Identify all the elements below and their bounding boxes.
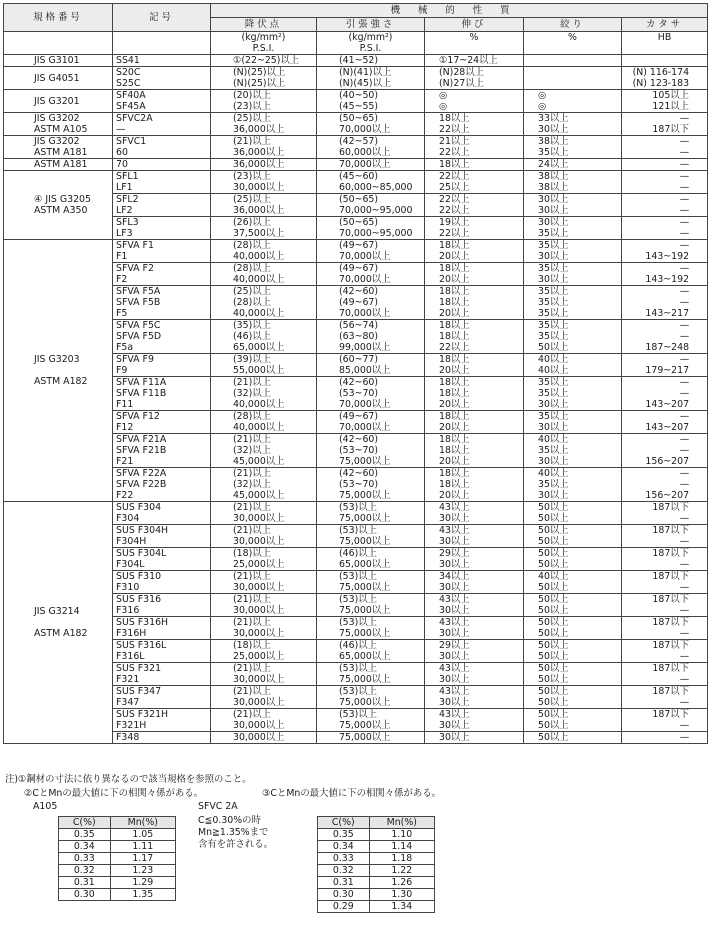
tensile-cell: (53)以上 75,000以上 xyxy=(317,594,425,617)
unit-tensile: (kg/mm²) P.S.I. xyxy=(317,32,425,55)
elongation-cell: 18以上 xyxy=(425,159,524,171)
hardness-cell: — — 187~248 xyxy=(622,320,708,354)
hardness-cell: — 143~192 xyxy=(622,240,708,263)
elongation-cell: (N)28以上 (N)27以上 xyxy=(425,67,524,90)
table-row xyxy=(318,889,435,901)
symbol-cell: SFVC2A — xyxy=(113,113,211,136)
unit-blank xyxy=(113,32,211,55)
reduction-cell: 33以上 30以上 xyxy=(524,113,622,136)
symbol-cell: 70 xyxy=(113,159,211,171)
symbol-cell: SUS F304H F304H xyxy=(113,525,211,548)
symbol-cell: SFL2 LF2 xyxy=(113,194,211,217)
table-row xyxy=(4,113,708,136)
header-yield: 降伏点 xyxy=(211,18,317,32)
reduction-cell: 35以上 35以上 35以上 xyxy=(524,286,622,320)
standard-cell: JIS G4051 xyxy=(4,67,113,90)
elongation-cell: 43以上 30以上 xyxy=(425,709,524,732)
symbol-cell: SUS F316H F316H xyxy=(113,617,211,640)
yield-cell: (21)以上 30,000以上 xyxy=(211,709,317,732)
yield-cell: (21)以上 (32)以上 40,000以上 xyxy=(211,377,317,411)
table-row xyxy=(4,90,708,113)
tensile-cell: (49~67) 70,000以上 xyxy=(317,411,425,434)
hardness-cell: — xyxy=(622,732,708,744)
tensile-cell: (53)以上 75,000以上 xyxy=(317,686,425,709)
yield-cell: (21)以上 30,000以上 xyxy=(211,663,317,686)
c-value: 0.34 xyxy=(318,841,370,853)
reduction-cell: 35以上 30以上 xyxy=(524,411,622,434)
symbol-cell: F348 xyxy=(113,732,211,744)
note-2: ②CとMnの最大値に下の相関々係がある。 xyxy=(24,788,203,799)
symbol-cell: SFVA F11A SFVA F11B F11 xyxy=(113,377,211,411)
table-row xyxy=(318,841,435,853)
unit-blank xyxy=(4,32,113,55)
tensile-cell: (53)以上 75,000以上 xyxy=(317,709,425,732)
table-row xyxy=(318,829,435,841)
table-row xyxy=(318,865,435,877)
tensile-cell: (53)以上 75,000以上 xyxy=(317,663,425,686)
hardness-cell: 187以下 — xyxy=(622,686,708,709)
reduction-cell: 38以上 35以上 xyxy=(524,136,622,159)
mn-value: 1.26 xyxy=(369,877,434,889)
mn-value: 1.23 xyxy=(110,865,175,877)
mn-value: 1.05 xyxy=(110,829,175,841)
yield-cell: (21)以上 30,000以上 xyxy=(211,686,317,709)
reduction-cell: 50以上 50以上 xyxy=(524,663,622,686)
hardness-cell: — 143~207 xyxy=(622,411,708,434)
yield-cell: (28)以上 40,000以上 xyxy=(211,263,317,286)
tensile-cell: (42~60) (53~70) 70,000以上 xyxy=(317,377,425,411)
unit-hardness: HB xyxy=(622,32,708,55)
reduction-cell: 50以上 50以上 xyxy=(524,502,622,525)
tensile-cell: (60~77) 85,000以上 xyxy=(317,354,425,377)
elongation-cell: 43以上 30以上 xyxy=(425,525,524,548)
elongation-cell: ◎ ◎ xyxy=(425,90,524,113)
hardness-cell: — — 156~207 xyxy=(622,434,708,468)
c-value: 0.35 xyxy=(318,829,370,841)
table-row xyxy=(59,841,176,853)
c-value: 0.30 xyxy=(318,889,370,901)
symbol-cell: SFL1 LF1 xyxy=(113,171,211,194)
symbol-cell: SFVA F2 F2 xyxy=(113,263,211,286)
symbol-cell: SUS F304 F304 xyxy=(113,502,211,525)
standard-cell: JIS G3203 ASTM A182 xyxy=(4,240,113,502)
header-elongation: 伸び xyxy=(425,18,524,32)
hardness-cell: 187以下 — xyxy=(622,663,708,686)
yield-cell: (39)以上 55,000以上 xyxy=(211,354,317,377)
reduction-cell: 35以上 35以上 30以上 xyxy=(524,377,622,411)
tensile-cell: (50~65) 70,000~95,000 xyxy=(317,217,425,240)
elongation-cell: 21以上 22以上 xyxy=(425,136,524,159)
symbol-cell: SUS F347 F347 xyxy=(113,686,211,709)
c-mn-table-a105 xyxy=(58,816,176,901)
table-row xyxy=(318,877,435,889)
table-row xyxy=(4,240,708,263)
symbol-cell: SFVA F5C SFVA F5D F5a xyxy=(113,320,211,354)
standard-cell: JIS G3214 ASTM A182 xyxy=(4,502,113,744)
symbol-cell: SUS F316L F316L xyxy=(113,640,211,663)
header-symbol: 記号 xyxy=(113,4,211,32)
tensile-cell: (42~60) (53~70) 75,000以上 xyxy=(317,434,425,468)
yield-cell: (21)以上 30,000以上 xyxy=(211,571,317,594)
reduction-cell: 35以上 35以上 50以上 xyxy=(524,320,622,354)
reduction-cell: 50以上 50以上 xyxy=(524,548,622,571)
unit-reduction: % xyxy=(524,32,622,55)
reduction-cell: 40以上 40以上 xyxy=(524,354,622,377)
symbol-cell: S20C S25C xyxy=(113,67,211,90)
note-sfvc-text: C≦0.30%の時 Mn≧1.35%まで 含有を許される。 xyxy=(198,815,274,850)
unit-yield: (kg/mm²) P.S.I. xyxy=(211,32,317,55)
symbol-cell: SFVA F21A SFVA F21B F21 xyxy=(113,434,211,468)
mn-value: 1.22 xyxy=(369,865,434,877)
elongation-cell: 43以上 30以上 xyxy=(425,594,524,617)
tensile-cell: 75,000以上 xyxy=(317,732,425,744)
reduction-cell: 35以上 30以上 xyxy=(524,240,622,263)
c-value: 0.34 xyxy=(59,841,111,853)
hardness-cell: 187以下 — xyxy=(622,640,708,663)
elongation-cell: 18以上 20以上 xyxy=(425,411,524,434)
tensile-cell: (53)以上 75,000以上 xyxy=(317,502,425,525)
note-a105: A105 xyxy=(33,801,58,812)
table-row xyxy=(59,829,176,841)
yield-cell: (23)以上 30,000以上 xyxy=(211,171,317,194)
yield-cell: (21)以上 (32)以上 45,000以上 xyxy=(211,434,317,468)
tensile-cell: (53)以上 75,000以上 xyxy=(317,571,425,594)
c-value: 0.32 xyxy=(318,865,370,877)
hardness-cell: (N) 116-174 (N) 123-183 xyxy=(622,67,708,90)
c-value: 0.33 xyxy=(59,853,111,865)
hardness-cell: — — xyxy=(622,171,708,194)
yield-cell: (26)以上 37,500以上 xyxy=(211,217,317,240)
c-value: 0.32 xyxy=(59,865,111,877)
yield-cell: (25)以上 36,000以上 xyxy=(211,194,317,217)
elongation-cell: 18以上 20以上 xyxy=(425,354,524,377)
yield-cell: (21)以上 30,000以上 xyxy=(211,594,317,617)
mn-value: 1.35 xyxy=(110,889,175,901)
yield-cell: (20)以上 (23)以上 xyxy=(211,90,317,113)
reduction-cell: 50以上 50以上 xyxy=(524,686,622,709)
table-row xyxy=(318,853,435,865)
elongation-cell: 18以上 18以上 22以上 xyxy=(425,320,524,354)
hardness-cell: — — xyxy=(622,217,708,240)
symbol-cell: SUS F316 F316 xyxy=(113,594,211,617)
standard-cell: JIS G3101 xyxy=(4,55,113,67)
table-row xyxy=(59,889,176,901)
reduction-cell: 50以上 50以上 xyxy=(524,525,622,548)
yield-cell: (21)以上 30,000以上 xyxy=(211,617,317,640)
symbol-cell: SFVA F9 F9 xyxy=(113,354,211,377)
tensile-cell: (46)以上 65,000以上 xyxy=(317,640,425,663)
reduction-cell: 30以上 35以上 xyxy=(524,217,622,240)
symbol-cell: SFL3 LF3 xyxy=(113,217,211,240)
reduction-cell: 38以上 38以上 xyxy=(524,171,622,194)
symbol-cell: SFVA F1 F1 xyxy=(113,240,211,263)
tensile-cell: (42~60) (49~67) 70,000以上 xyxy=(317,286,425,320)
hardness-cell: 187以下 — xyxy=(622,502,708,525)
table-row xyxy=(4,502,708,525)
yield-cell: (35)以上 (46)以上 65,000以上 xyxy=(211,320,317,354)
tensile-cell: (42~57) 60,000以上 xyxy=(317,136,425,159)
mn-value: 1.11 xyxy=(110,841,175,853)
mn-value: 1.34 xyxy=(369,901,434,913)
yield-cell: (18)以上 25,000以上 xyxy=(211,640,317,663)
tensile-cell: (49~67) 70,000以上 xyxy=(317,240,425,263)
elongation-cell: 29以上 30以上 xyxy=(425,548,524,571)
elongation-cell: 34以上 30以上 xyxy=(425,571,524,594)
yield-cell: (18)以上 25,000以上 xyxy=(211,548,317,571)
tensile-cell: (45~60) 60,000~85,000 xyxy=(317,171,425,194)
mn-header: Mn(%) xyxy=(369,817,434,829)
standard-cell: JIS G3202 ASTM A105 xyxy=(4,113,113,136)
table-row xyxy=(4,136,708,159)
yield-cell: 30,000以上 xyxy=(211,732,317,744)
reduction-cell: ◎ ◎ xyxy=(524,90,622,113)
reduction-cell xyxy=(524,55,622,67)
c-value: 0.33 xyxy=(318,853,370,865)
c-value: 0.30 xyxy=(59,889,111,901)
yield-cell: ①(22~25)以上 xyxy=(211,55,317,67)
elongation-cell: 29以上 30以上 xyxy=(425,640,524,663)
symbol-cell: SUS F304L F304L xyxy=(113,548,211,571)
reduction-cell: 30以上 30以上 xyxy=(524,194,622,217)
symbol-cell: SFVA F12 F12 xyxy=(113,411,211,434)
symbol-cell: SUS F310 F310 xyxy=(113,571,211,594)
standard-cell: ASTM A181 xyxy=(4,159,113,171)
elongation-cell: 19以上 22以上 xyxy=(425,217,524,240)
mn-value: 1.18 xyxy=(369,853,434,865)
elongation-cell: 18以上 22以上 xyxy=(425,113,524,136)
table-row xyxy=(4,171,708,194)
yield-cell: (21)以上 36,000以上 xyxy=(211,136,317,159)
reduction-cell: 50以上 50以上 xyxy=(524,640,622,663)
elongation-cell: 22以上 22以上 xyxy=(425,194,524,217)
tensile-cell: (41~52) xyxy=(317,55,425,67)
elongation-cell: 43以上 30以上 xyxy=(425,617,524,640)
c-mn-table-note3 xyxy=(317,816,435,913)
table-row xyxy=(318,901,435,913)
tensile-cell: (46)以上 65,000以上 xyxy=(317,548,425,571)
table-row xyxy=(4,55,708,67)
reduction-cell: 50以上 50以上 xyxy=(524,709,622,732)
tensile-cell: (50~65) 70,000以上 xyxy=(317,113,425,136)
mn-value: 1.17 xyxy=(110,853,175,865)
symbol-cell: SS41 xyxy=(113,55,211,67)
hardness-cell: 105以上 121以上 xyxy=(622,90,708,113)
tensile-cell: (56~74) (63~80) 99,000以上 xyxy=(317,320,425,354)
symbol-cell: SFVA F22A SFVA F22B F22 xyxy=(113,468,211,502)
elongation-cell: 43以上 30以上 xyxy=(425,502,524,525)
yield-cell: (21)以上 (32)以上 45,000以上 xyxy=(211,468,317,502)
reduction-cell: 50以上 xyxy=(524,732,622,744)
yield-cell: (21)以上 30,000以上 xyxy=(211,502,317,525)
elongation-cell: 43以上 30以上 xyxy=(425,686,524,709)
header-hardness: カタサ xyxy=(622,18,708,32)
elongation-cell: 43以上 30以上 xyxy=(425,663,524,686)
standard-cell: JIS G3202 ASTM A181 xyxy=(4,136,113,159)
tensile-cell: (42~60) (53~70) 75,000以上 xyxy=(317,468,425,502)
hardness-cell: 187以下 — xyxy=(622,525,708,548)
reduction-cell: 40以上 50以上 xyxy=(524,571,622,594)
header-mechanical-properties: 機械的性質 xyxy=(211,4,708,18)
tensile-cell: (53)以上 75,000以上 xyxy=(317,617,425,640)
c-header: C(%) xyxy=(318,817,370,829)
elongation-cell: ①17~24以上 xyxy=(425,55,524,67)
reduction-cell: 50以上 50以上 xyxy=(524,617,622,640)
yield-cell: (21)以上 30,000以上 xyxy=(211,525,317,548)
c-header: C(%) xyxy=(59,817,111,829)
mn-header: Mn(%) xyxy=(110,817,175,829)
reduction-cell: 40以上 35以上 30以上 xyxy=(524,434,622,468)
hardness-cell: — 187以下 xyxy=(622,113,708,136)
note-sfvc-label: SFVC 2A xyxy=(198,801,238,812)
table-row xyxy=(4,67,708,90)
mn-value: 1.14 xyxy=(369,841,434,853)
tensile-cell: 70,000以上 xyxy=(317,159,425,171)
reduction-cell: 24以上 xyxy=(524,159,622,171)
hardness-cell: — — 143~217 xyxy=(622,286,708,320)
header-standard: 規格番号 xyxy=(4,4,113,32)
yield-cell: (25)以上 (28)以上 40,000以上 xyxy=(211,286,317,320)
tensile-cell: (53)以上 75,000以上 xyxy=(317,525,425,548)
reduction-cell: 40以上 35以上 30以上 xyxy=(524,468,622,502)
hardness-cell: 187以下 — xyxy=(622,594,708,617)
table-row xyxy=(59,853,176,865)
hardness-cell: 187以下 — xyxy=(622,548,708,571)
hardness-cell: 187以下 — xyxy=(622,709,708,732)
tensile-cell: (40~50) (45~55) xyxy=(317,90,425,113)
tensile-cell: (49~67) 70,000以上 xyxy=(317,263,425,286)
symbol-cell: SF40A SF45A xyxy=(113,90,211,113)
symbol-cell: SUS F321 F321 xyxy=(113,663,211,686)
hardness-cell: — — 143~207 xyxy=(622,377,708,411)
header-tensile: 引張強さ xyxy=(317,18,425,32)
header-reduction: 絞り xyxy=(524,18,622,32)
elongation-cell: 18以上 20以上 xyxy=(425,240,524,263)
c-value: 0.31 xyxy=(59,877,111,889)
hardness-cell: 187以下 — xyxy=(622,617,708,640)
elongation-cell: 18以上 18以上 20以上 xyxy=(425,468,524,502)
reduction-cell: 50以上 50以上 xyxy=(524,594,622,617)
yield-cell: (N)(25)以上 (N)(25)以上 xyxy=(211,67,317,90)
elongation-cell: 18以上 18以上 20以上 xyxy=(425,434,524,468)
reduction-cell: 35以上 30以上 xyxy=(524,263,622,286)
properties-table xyxy=(3,3,708,744)
elongation-cell: 18以上 18以上 20以上 xyxy=(425,286,524,320)
table-row xyxy=(59,877,176,889)
c-value: 0.29 xyxy=(318,901,370,913)
hardness-cell: — xyxy=(622,159,708,171)
yield-cell: 36,000以上 xyxy=(211,159,317,171)
symbol-cell: SFVA F5A SFVA F5B F5 xyxy=(113,286,211,320)
yield-cell: (25)以上 36,000以上 xyxy=(211,113,317,136)
standard-cell: JIS G3201 xyxy=(4,90,113,113)
table-row xyxy=(4,159,708,171)
note-1: 注)①鋼材の寸法に依り異なるので該当規格を参照のこと。 xyxy=(5,774,252,785)
elongation-cell: 18以上 20以上 xyxy=(425,263,524,286)
elongation-cell: 18以上 18以上 20以上 xyxy=(425,377,524,411)
c-value: 0.31 xyxy=(318,877,370,889)
standard-cell: ④ JIS G3205 ASTM A350 xyxy=(4,171,113,240)
hardness-cell: — — xyxy=(622,194,708,217)
reduction-cell xyxy=(524,67,622,90)
elongation-cell: 22以上 25以上 xyxy=(425,171,524,194)
yield-cell: (28)以上 40,000以上 xyxy=(211,240,317,263)
symbol-cell: SUS F321H F321H xyxy=(113,709,211,732)
tensile-cell: (50~65) 70,000~95,000 xyxy=(317,194,425,217)
mn-value: 1.30 xyxy=(369,889,434,901)
unit-elongation: % xyxy=(425,32,524,55)
symbol-cell: SFVC1 60 xyxy=(113,136,211,159)
elongation-cell: 30以上 xyxy=(425,732,524,744)
mn-value: 1.29 xyxy=(110,877,175,889)
c-value: 0.35 xyxy=(59,829,111,841)
mn-value: 1.10 xyxy=(369,829,434,841)
hardness-cell: — — xyxy=(622,136,708,159)
hardness-cell: — — 156~207 xyxy=(622,468,708,502)
note-3: ③CとMnの最大値に下の相関々係がある。 xyxy=(262,788,441,799)
hardness-cell: — 143~192 xyxy=(622,263,708,286)
yield-cell: (28)以上 40,000以上 xyxy=(211,411,317,434)
tensile-cell: (N)(41)以上 (N)(45)以上 xyxy=(317,67,425,90)
table-row xyxy=(59,865,176,877)
hardness-cell: — 179~217 xyxy=(622,354,708,377)
hardness-cell xyxy=(622,55,708,67)
hardness-cell: 187以下 — xyxy=(622,571,708,594)
